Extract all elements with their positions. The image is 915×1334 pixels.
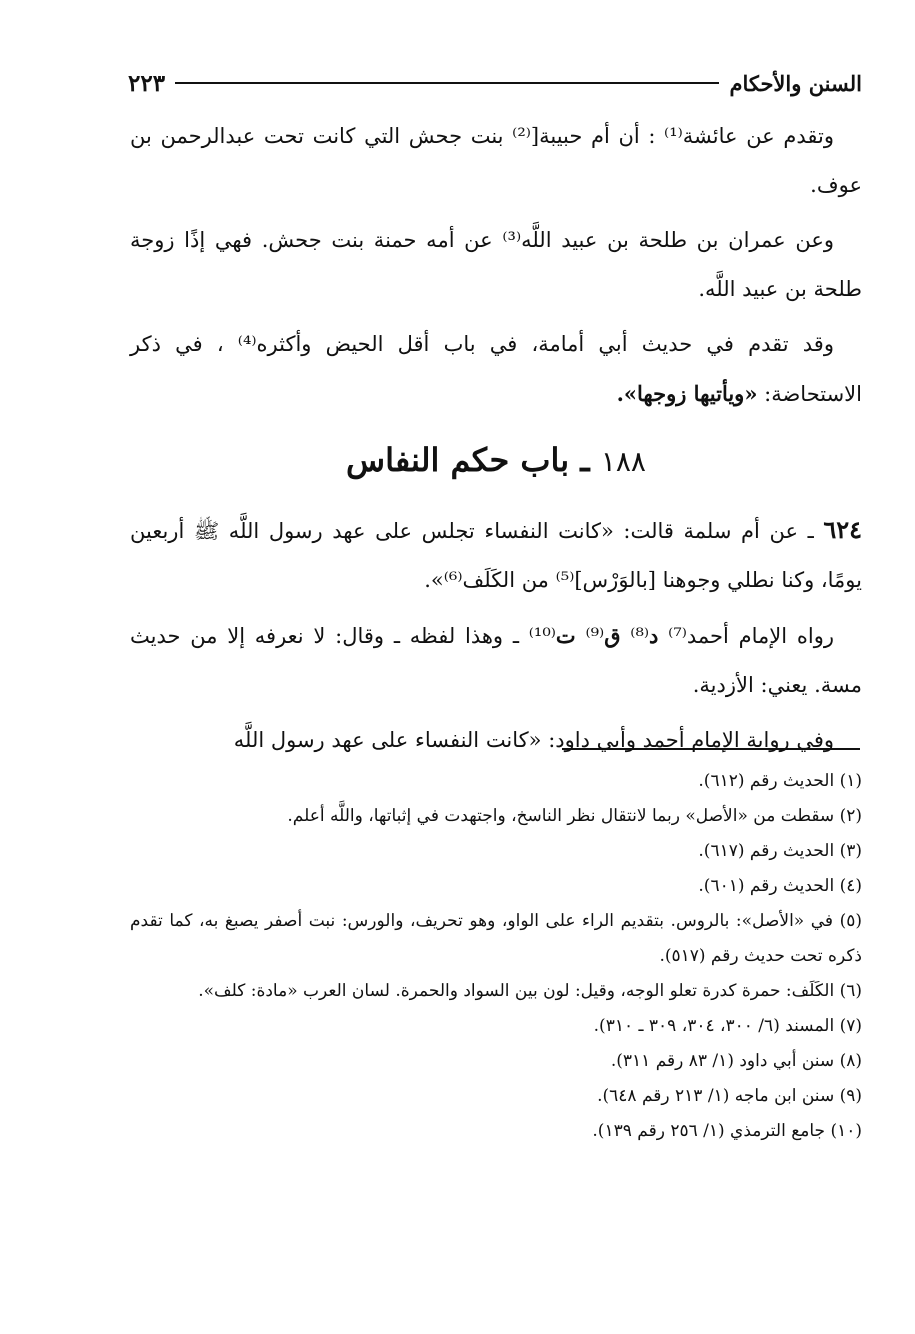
paragraph-3-quote: «ويأتيها زوجها». <box>616 381 758 406</box>
paragraph-2: وعن عمران بن طلحة بن عبيد اللَّه⁽³⁾ عن أمه حمنة بنت جحش. فهي إذًا زوجة طلحة بن عبيد اللَّه. <box>130 228 862 301</box>
narration-text-b: ⁽⁸⁾ <box>620 624 650 648</box>
narration-text-a: رواه الإمام أحمد⁽⁷⁾ <box>658 624 834 648</box>
footnote: (١) الحديث رقم (٦١٢). <box>698 771 862 791</box>
header-rule <box>175 82 719 84</box>
footnote: (٧) المسند (٦/ ٣٠٠، ٣٠٤، ٣٠٩ ـ ٣١٠). <box>593 1016 862 1036</box>
paragraph-3-text: وقد تقدم في حديث أبي أمامة، في باب أقل الحيض وأكثره⁽⁴⁾ ، في ذكر الاستحاضة: <box>130 332 862 406</box>
page-number: ٢٢٣ <box>128 69 166 97</box>
paragraph-1: وتقدم عن عائشة⁽¹⁾ : أن أم حبيبة[⁽²⁾ بنت جحش التي كانت تحت عبدالرحمن بن عوف. <box>130 124 862 197</box>
paragraph-3 <box>130 320 862 419</box>
narration-text-c: ⁽⁹⁾ <box>575 624 605 648</box>
footnote: (٤) الحديث رقم (٦٠١). <box>698 876 862 896</box>
footnotes <box>130 764 862 1149</box>
chapter-title: ـ باب حكم النفاس <box>346 441 590 479</box>
chapter-number: ١٨٨ <box>600 445 646 478</box>
chapter-heading <box>130 425 862 497</box>
footnote: (٥) في «الأصل»: بالروس. بتقديم الراء على الواو، وهو تحريف، والورس: نبت أصفر يصبغ به، كما تقدم ذكره تحت حديث رقم (٥١٧). <box>130 911 862 966</box>
footnote: (٩) سنن ابن ماجه (١/ ٢١٣ رقم ٦٤٨). <box>597 1086 862 1106</box>
main-text <box>130 112 862 771</box>
source-code-t: ت <box>555 623 576 648</box>
footnote: (٨) سنن أبي داود (١/ ٨٣ رقم ٣١١). <box>610 1051 862 1071</box>
footnote: (٢) سقطت من «الأصل» ربما لانتقال نظر الناسخ، واجتهدت في إثباتها، واللَّه أعلم. <box>287 806 862 826</box>
footnote-separator <box>562 748 860 750</box>
source-code-q: ق <box>604 623 621 648</box>
source-code-d: د <box>649 623 659 648</box>
hadith-624 <box>130 505 862 605</box>
narration-text-e: ⁽¹⁰⁾ ـ وهذا لفظه ـ وقال: لا نعرفه إلا من حديث مسة. يعني: الأزدية. <box>130 624 862 697</box>
hadith-text: ـ عن أم سلمة قالت: «كانت النفساء تجلس على عهد رسول اللَّه ﷺ أربعين يومًا، وكنا نطلي وجوهنا [بالوَرْس]⁽⁵⁾ من الكَلَف⁽⁶⁾». <box>130 519 862 592</box>
hadith-number: ٦٢٤ <box>823 515 862 544</box>
header-title: السنن والأحكام <box>729 70 862 96</box>
footnote: (١٠) جامع الترمذي (١/ ٢٥٦ رقم ١٣٩). <box>592 1121 862 1141</box>
paragraph-riwaya: وفي رواية الإمام أحمد وأبي داود: «كانت النفساء على عهد رسول اللَّه <box>233 728 834 752</box>
footnote: (٦) الكَلَف: حمرة كدرة تعلو الوجه، وقيل: لون بين السواد والحمرة. لسان العرب «مادة: كلف». <box>198 981 862 1001</box>
paragraph-narration <box>130 611 862 710</box>
footnote: (٣) الحديث رقم (٦١٧). <box>698 841 862 861</box>
running-header <box>128 66 862 100</box>
